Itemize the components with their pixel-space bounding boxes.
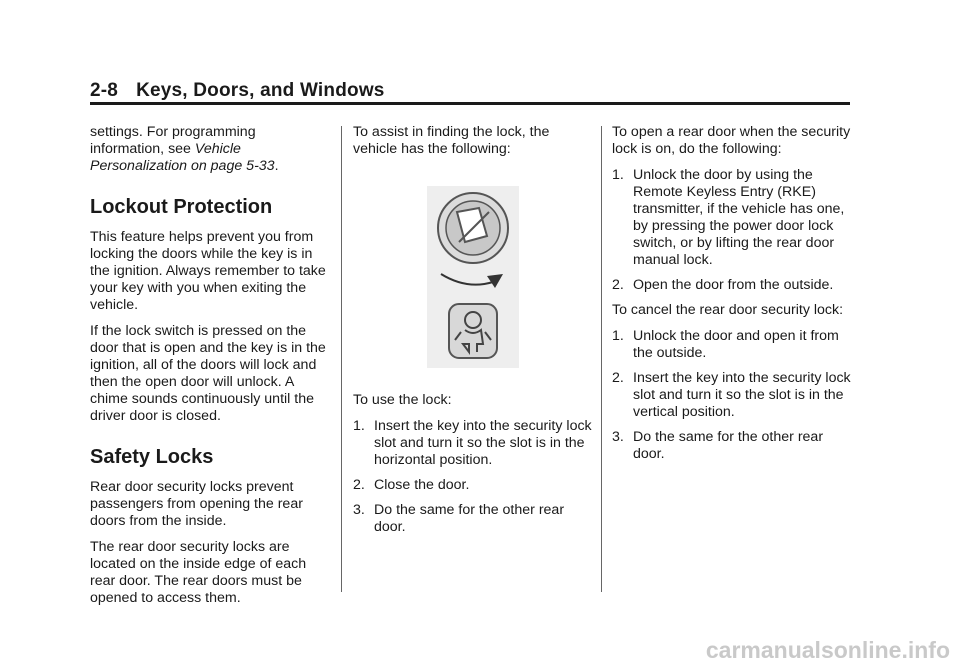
column-2 xyxy=(353,124,593,544)
list-item: 3. Do the same for the other rear door. xyxy=(353,502,565,535)
column-divider-1 xyxy=(341,126,342,592)
cancel-lock-intro: To cancel the rear door security lock: xyxy=(612,302,844,318)
security-lock-illustration xyxy=(427,186,519,368)
section-title: Keys, Doors, and Windows xyxy=(136,80,385,101)
lock-intro-paragraph: To assist in finding the lock, the vehicle has the following: xyxy=(353,124,550,157)
list-item: 2. Open the door from the outside. xyxy=(612,277,834,293)
watermark: carmanualsonline.info xyxy=(705,637,950,663)
header-rule xyxy=(90,102,850,105)
open-door-steps xyxy=(612,167,852,294)
list-item: 2. Insert the key into the security lock slot and turn it so the slot is in the vertical position. xyxy=(612,370,851,420)
page-number: 2-8 xyxy=(90,80,119,101)
safety-paragraph-1: Rear door security locks prevent passengers from opening the rear doors from the inside. xyxy=(90,479,303,529)
list-item: 2. Close the door. xyxy=(353,477,470,493)
column-divider-2 xyxy=(601,126,602,592)
safety-locks-heading: Safety Locks xyxy=(90,446,214,468)
turn-arrow-icon xyxy=(441,274,493,285)
lockout-protection-heading: Lockout Protection xyxy=(90,196,273,218)
column-1 xyxy=(90,124,330,616)
arrow-head-icon xyxy=(487,274,503,288)
safety-paragraph-2: The rear door security locks are located on the inside edge of each rear door. The rear doors must be opened to access them. xyxy=(90,539,307,606)
lock-diagram xyxy=(427,186,519,368)
cross-reference-link[interactable]: Vehicle Personalization on page 5-33 xyxy=(90,141,275,174)
lockout-paragraph-2: If the lock switch is pressed on the door that is open and the key is in the ignition, all of the doors will lock and then the open door will unlock. A chime sounds continuously until the driver door is closed. xyxy=(90,323,326,424)
list-item: 3. Do the same for the other rear door. xyxy=(612,429,824,462)
lockout-paragraph-1: This feature helps prevent you from locking the doors while the key is in the ignition. Always remember to take your key with you when exiting the vehicle. xyxy=(90,229,326,313)
list-item: 1. Unlock the door and open it from the outside. xyxy=(612,328,839,361)
intro-paragraph: settings. For programming information, see Vehicle Personalization on page 5-33. xyxy=(90,124,279,174)
use-lock-steps xyxy=(353,418,593,536)
open-door-intro: To open a rear door when the security lock is on, do the following: xyxy=(612,124,851,157)
use-lock-intro: To use the lock: xyxy=(353,392,452,408)
column-3 xyxy=(612,124,852,471)
cancel-lock-steps xyxy=(612,328,852,463)
list-item: 1. Unlock the door by using the Remote Keyless Entry (RKE) transmitter, if the vehicle has one, by pressing the power door lock switch, or by lifting the rear door manual lock. xyxy=(612,167,845,268)
list-item: 1. Insert the key into the security lock slot and turn it so the slot is in the horizontal position. xyxy=(353,418,592,468)
page-header xyxy=(90,80,850,102)
